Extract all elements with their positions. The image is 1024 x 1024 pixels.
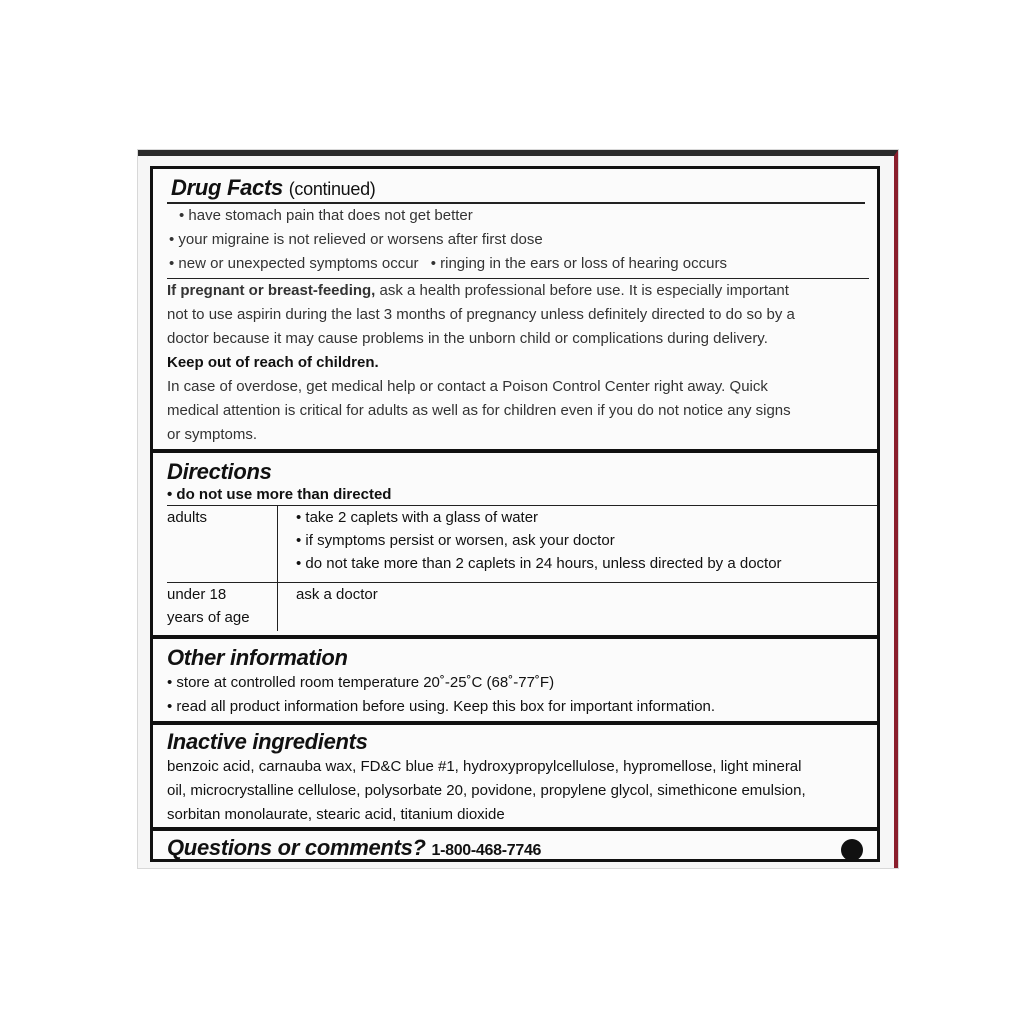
questions-row — [167, 835, 877, 862]
warning-bullets — [167, 204, 869, 279]
overdose-line: medical attention is critical for adults as well as for children even if you do not notice any signs — [167, 402, 791, 419]
other-information-section — [153, 635, 877, 721]
table-row — [167, 583, 880, 632]
directions-section — [153, 449, 877, 635]
ingredients-line: sorbitan monolaurate, stearic acid, titanium dioxide — [167, 806, 505, 823]
warning-bullet: • have stomach pain that does not get better — [179, 207, 473, 224]
pregnancy-line — [167, 279, 855, 303]
questions-title: Questions or comments? — [167, 835, 426, 860]
directions-first-bullet: • do not use more than directed — [167, 486, 392, 503]
drug-facts-subtitle: (continued) — [288, 179, 376, 199]
drug-facts-panel — [150, 166, 880, 862]
inactive-ingredients-title: Inactive ingredients — [167, 729, 368, 754]
dosage-cell — [278, 583, 881, 632]
ingredients-text — [167, 755, 863, 827]
ingredients-line: oil, microcrystalline cellulose, polysorbate 20, povidone, propylene glycol, simethicone emulsion, — [167, 782, 806, 799]
drug-facts-label-card — [138, 150, 898, 868]
ingredients-line: benzoic acid, carnauba wax, FD&C blue #1, hydroxypropylcellulose, hypromellose, light mineral — [167, 758, 802, 775]
keep-out-of-reach: Keep out of reach of children. — [167, 354, 379, 371]
pregnancy-warning — [167, 279, 869, 447]
table-row — [167, 506, 880, 583]
age-group-label: years of age — [167, 609, 250, 626]
dosage-item: • do not take more than 2 caplets in 24 hours, unless directed by a doctor — [296, 555, 782, 572]
drug-facts-section — [153, 169, 877, 449]
directions-table — [167, 505, 880, 631]
age-group-cell — [167, 506, 278, 583]
drug-facts-heading: Drug Facts — [171, 175, 283, 200]
dosage-item: • if symptoms persist or worsen, ask your doctor — [296, 532, 615, 549]
pregnancy-line: doctor because it may cause problems in the unborn child or complications during delivery. — [167, 330, 768, 347]
age-group-label: adults — [167, 509, 208, 526]
warning-bullet: • ringing in the ears or loss of hearing occurs — [430, 255, 727, 272]
overdose-line: In case of overdose, get medical help or contact a Poison Control Center right away. Quick — [167, 378, 768, 395]
pregnancy-label: If pregnant or breast-feeding, — [167, 282, 376, 299]
warning-bullet-row — [169, 252, 869, 276]
warning-bullet: • new or unexpected symptoms occur — [169, 255, 419, 272]
list-item: • store at controlled room temperature 20˚-25˚C (68˚-77˚F) — [167, 674, 555, 691]
age-group-cell — [167, 583, 278, 632]
dosage-item: • take 2 caplets with a glass of water — [296, 509, 539, 526]
warning-bullet: • your migraine is not relieved or worsens after first dose — [169, 231, 543, 248]
dosage-cell — [278, 506, 881, 583]
inactive-ingredients-section — [153, 721, 877, 827]
directions-title: Directions — [167, 459, 272, 484]
list-item: • read all product information before using. Keep this box for important information. — [167, 698, 716, 715]
dosage-item: ask a doctor — [296, 586, 378, 603]
pregnancy-text: ask a health professional before use. It is especially important — [375, 282, 789, 299]
phone-number[interactable]: 1-800-468-7746 — [431, 842, 542, 859]
overdose-line: or symptoms. — [167, 426, 258, 443]
questions-section — [153, 827, 877, 862]
age-group-label: under 18 — [167, 586, 227, 603]
other-information-title: Other information — [167, 645, 348, 670]
dot-icon — [841, 839, 863, 861]
drug-facts-title — [167, 175, 869, 202]
pregnancy-line: not to use aspirin during the last 3 months of pregnancy unless definitely directed to do so by a — [167, 306, 795, 323]
